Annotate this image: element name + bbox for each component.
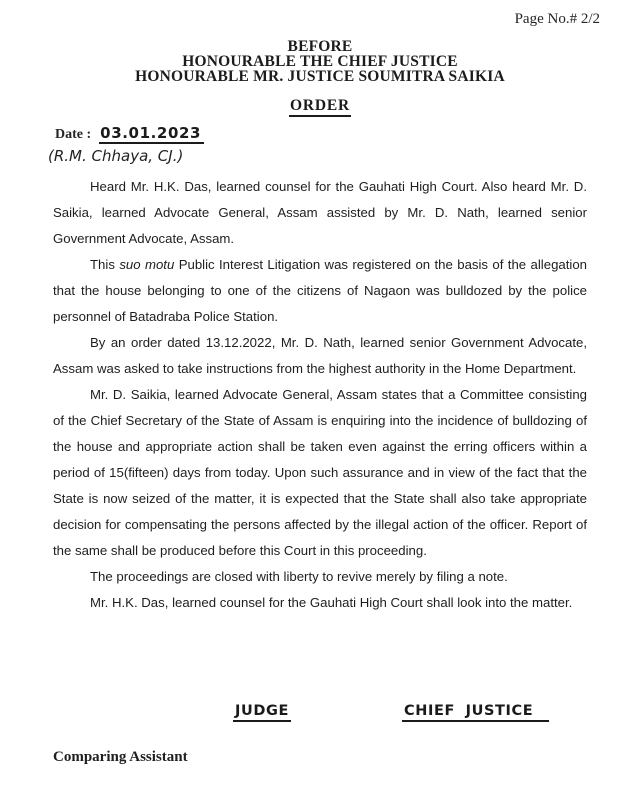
header-before: BEFORE	[287, 38, 353, 55]
paragraph-proceedings-closed: The proceedings are closed with liberty to revive merely by filing a note.	[90, 569, 508, 584]
paragraph-suo-motu	[53, 252, 587, 330]
comparing-assistant-label: Comparing Assistant	[53, 749, 188, 765]
paragraph-look-into-matter: Mr. H.K. Das, learned counsel for the Gauhati High Court shall look into the matter.	[90, 595, 573, 610]
paragraph-committee: Mr. D. Saikia, learned Advocate General, Assam states that a Committee consisting of the Chief Secretary of the State of Assam is enquiring into the incidence of bulldozing of the house and appropriate action shall be taken even against the erring officers within a period of 15(fifteen) days from today. Upon such assurance and in view of the fact that the State is now seized of the matter, it is expected that the State shall also take appropriate decision for compensating the persons affected by the illegal action of the officer. Report of the same shall be produced before this Court in this proceeding.	[53, 387, 587, 558]
paragraph-suo-motu-pre: This	[90, 257, 120, 272]
date-value: 03.01.2023	[99, 124, 204, 144]
paragraph-suo-motu-italic: suo motu	[119, 257, 175, 272]
presiding-judge-name: (R.M. Chhaya, CJ.)	[48, 147, 184, 165]
order-title-row	[0, 97, 640, 117]
page-number: Page No.# 2/2	[514, 11, 600, 27]
order-body	[53, 174, 587, 616]
paragraph-suo-motu-post: Public Interest Litigation was registered on the basis of the allegation that the house belonging to one of the citizens of Nagaon was bulldozed by the police personnel of Batadraba Police Station.	[53, 257, 587, 324]
paragraph-heard: Heard Mr. H.K. Das, learned counsel for the Gauhati High Court. Also heard Mr. D. Saikia, learned Advocate General, Assam assisted by Mr. D. Nath, learned senior Government Advocate, Assam.	[53, 179, 587, 246]
header-justice-line: HONOURABLE MR. JUSTICE SOUMITRA SAIKIA	[135, 68, 505, 85]
order-title: ORDER	[289, 97, 351, 117]
chief-justice-signature-label: CHIEF JUSTICE	[402, 703, 549, 722]
date-line	[55, 124, 640, 145]
date-label: Date :	[55, 127, 92, 142]
header-chief-justice-line: HONOURABLE THE CHIEF JUSTICE	[182, 53, 458, 70]
judge-signature-label: JUDGE	[233, 703, 291, 722]
paragraph-order-dated: By an order dated 13.12.2022, Mr. D. Nath, learned senior Government Advocate, Assam was asked to take instructions from the highest authority in the Home Department.	[53, 335, 587, 376]
